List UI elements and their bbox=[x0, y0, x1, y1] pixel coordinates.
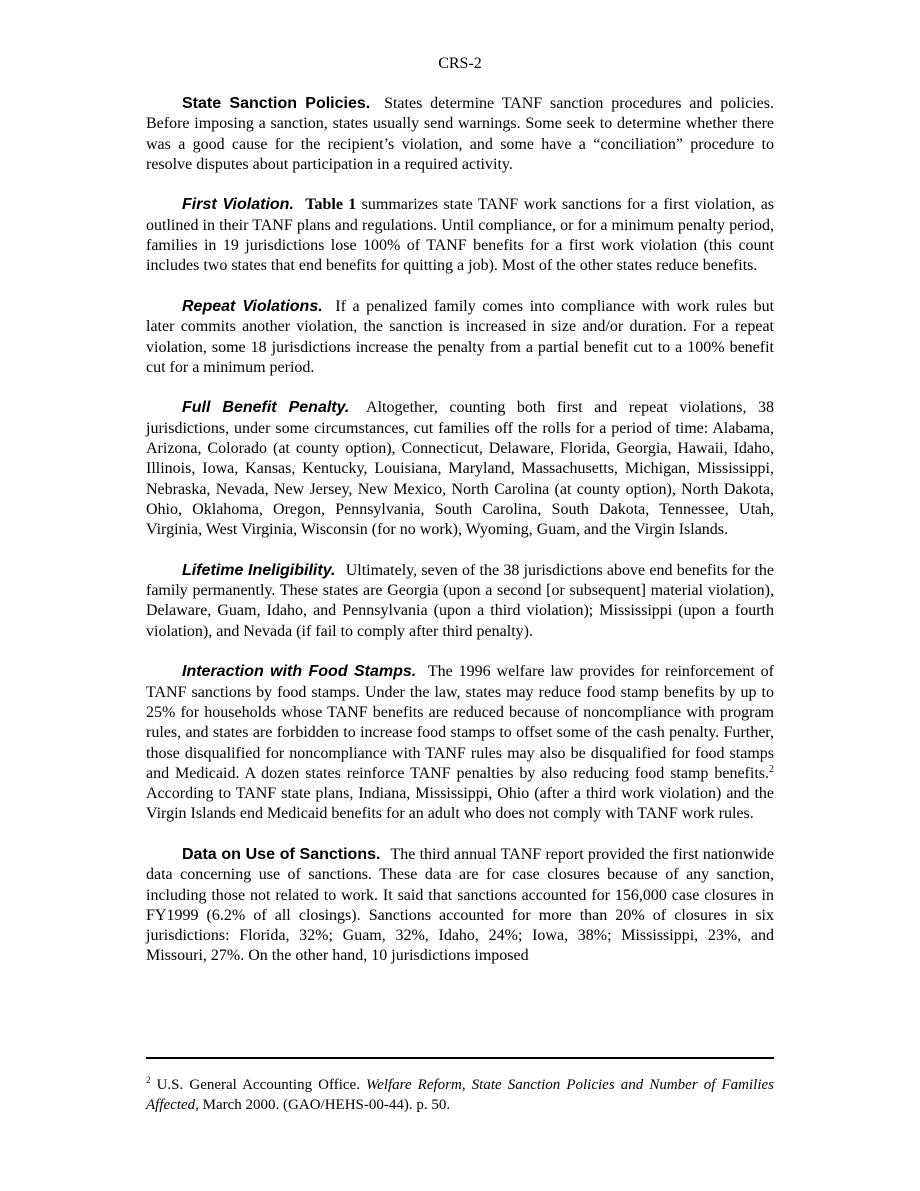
paragraph-text: The third annual TANF report provided the first nationwide data concerning use of sanctions. These data are for case closures because of any sanction, including those not related to work. It said that sanctions accounted for 156,000 case closures in FY1999 (6.2% of all closings). Sanctions accounted for more than 20% of closures in six jurisdictions: Florida, 32%; Guam, 32%, Idaho, 24%; Iowa, 38%; Mississippi, 23%, and Missouri, 27%. On the other hand, 10 jurisdictions imposed bbox=[146, 845, 774, 965]
paragraph-lifetime-ineligibility bbox=[146, 561, 774, 642]
footnote bbox=[146, 1075, 774, 1115]
table-reference: Table 1 bbox=[305, 196, 357, 214]
paragraph-data-on-sanctions bbox=[146, 845, 774, 967]
footnote-title: Welfare Reform, State Sanction Policies and Number of Families Affected bbox=[146, 1077, 775, 1113]
paragraph-text: Altogether, counting both first and repeat violations, 38 jurisdictions, under some circumstances, cut families off the rolls for a period of time: Alabama, Arizona, Colorado (at county option), Connecticut, Delaware, Florida, Georgia, Hawaii, Idaho, Illinois, Iowa, Kansas, Kentucky, Louisiana, Maryland, Massachusetts, Michigan, Mississippi, Nebraska, Nevada, New Jersey, New Mexico, North Carolina (at county option), North Dakota, Ohio, Oklahoma, Oregon, Pennsylvania, South Carolina, South Dakota, Tennessee, Utah, Virginia, West Virginia, Wisconsin (for no work), Wyoming, Guam, and the Virgin Islands. bbox=[146, 399, 774, 539]
section-heading: Full Benefit Penalty. bbox=[182, 399, 350, 417]
footnote-citation: , March 2000. (GAO/HEHS-00-44). p. 50. bbox=[195, 1097, 451, 1113]
section-heading: First Violation. bbox=[182, 196, 294, 214]
paragraph-repeat-violations bbox=[146, 297, 774, 378]
section-heading: Repeat Violations. bbox=[182, 297, 323, 315]
paragraph-first-violation bbox=[146, 195, 774, 276]
paragraph-text: If a penalized family comes into compliance with work rules but later commits another violation, the sanction is increased in size and/or duration. For a repeat violation, some 18 jurisdictions increase the penalty from a partial benefit cut to a 100% benefit cut for a minimum period. bbox=[146, 297, 775, 376]
page-header: CRS-2 bbox=[438, 55, 482, 72]
paragraph-text: Ultimately, seven of the 38 jurisdictions above end benefits for the family permanently. These states are Georgia (upon a second [or subsequent] material violation), Delaware, Guam, Idaho, and Pennsylvania (upon a third violation); Mississippi (upon a fourth violation), and Nevada (if fail to comply after third penalty). bbox=[146, 561, 775, 640]
section-heading: Lifetime Ineligibility. bbox=[182, 561, 336, 579]
paragraph-interaction-food-stamps bbox=[146, 662, 774, 824]
footnote-number: 2 bbox=[146, 1075, 151, 1085]
paragraph-state-sanction-policies bbox=[146, 94, 774, 175]
paragraph-text: The 1996 welfare law provides for reinforcement of TANF sanctions by food stamps. Under the law, states may reduce food stamp benefits by up to 25% for households whose TANF benefits are reduced because of noncompliance with program rules, and states are forbidden to increase food stamps to offset some of the cash penalty. Further, those disqualified for noncompliance with TANF rules may also be disqualified for food stamps and Medicaid. A dozen states reinforce TANF penalties by also reducing food stamp benefits. bbox=[146, 663, 775, 782]
paragraph-text-continued: According to TANF state plans, Indiana, Mississippi, Ohio (after a third work violation) and the Virgin Islands end Medicaid benefits for an adult who does not comply with TANF work rules. bbox=[146, 785, 774, 823]
body-text bbox=[146, 94, 774, 987]
section-heading: Data on Use of Sanctions. bbox=[182, 845, 381, 863]
footnote-marker[interactable]: 2 bbox=[769, 763, 774, 775]
paragraph-text: summarizes state TANF work sanctions for a first violation, as outlined in their TANF plans and regulations. Until compliance, or for a minimum penalty period, families in 19 jurisdictions lose 100% of TANF benefits for a first work violation (this count includes two states that end benefits for quitting a job). Most of the other states reduce benefits. bbox=[146, 196, 775, 275]
section-heading: Interaction with Food Stamps. bbox=[182, 663, 417, 681]
paragraph-full-benefit-penalty bbox=[146, 398, 774, 540]
section-heading: State Sanction Policies. bbox=[182, 95, 371, 112]
paragraph-text: States determine TANF sanction procedures and policies. Before imposing a sanction, states usually send warnings. Some seek to determine whether there was a good cause for the recipient’s violation, and some have a “conciliation” procedure to resolve disputes about participation in a required activity. bbox=[146, 95, 774, 173]
footnote-source: U.S. General Accounting Office. bbox=[156, 1077, 360, 1093]
footnote-divider bbox=[146, 1057, 774, 1059]
